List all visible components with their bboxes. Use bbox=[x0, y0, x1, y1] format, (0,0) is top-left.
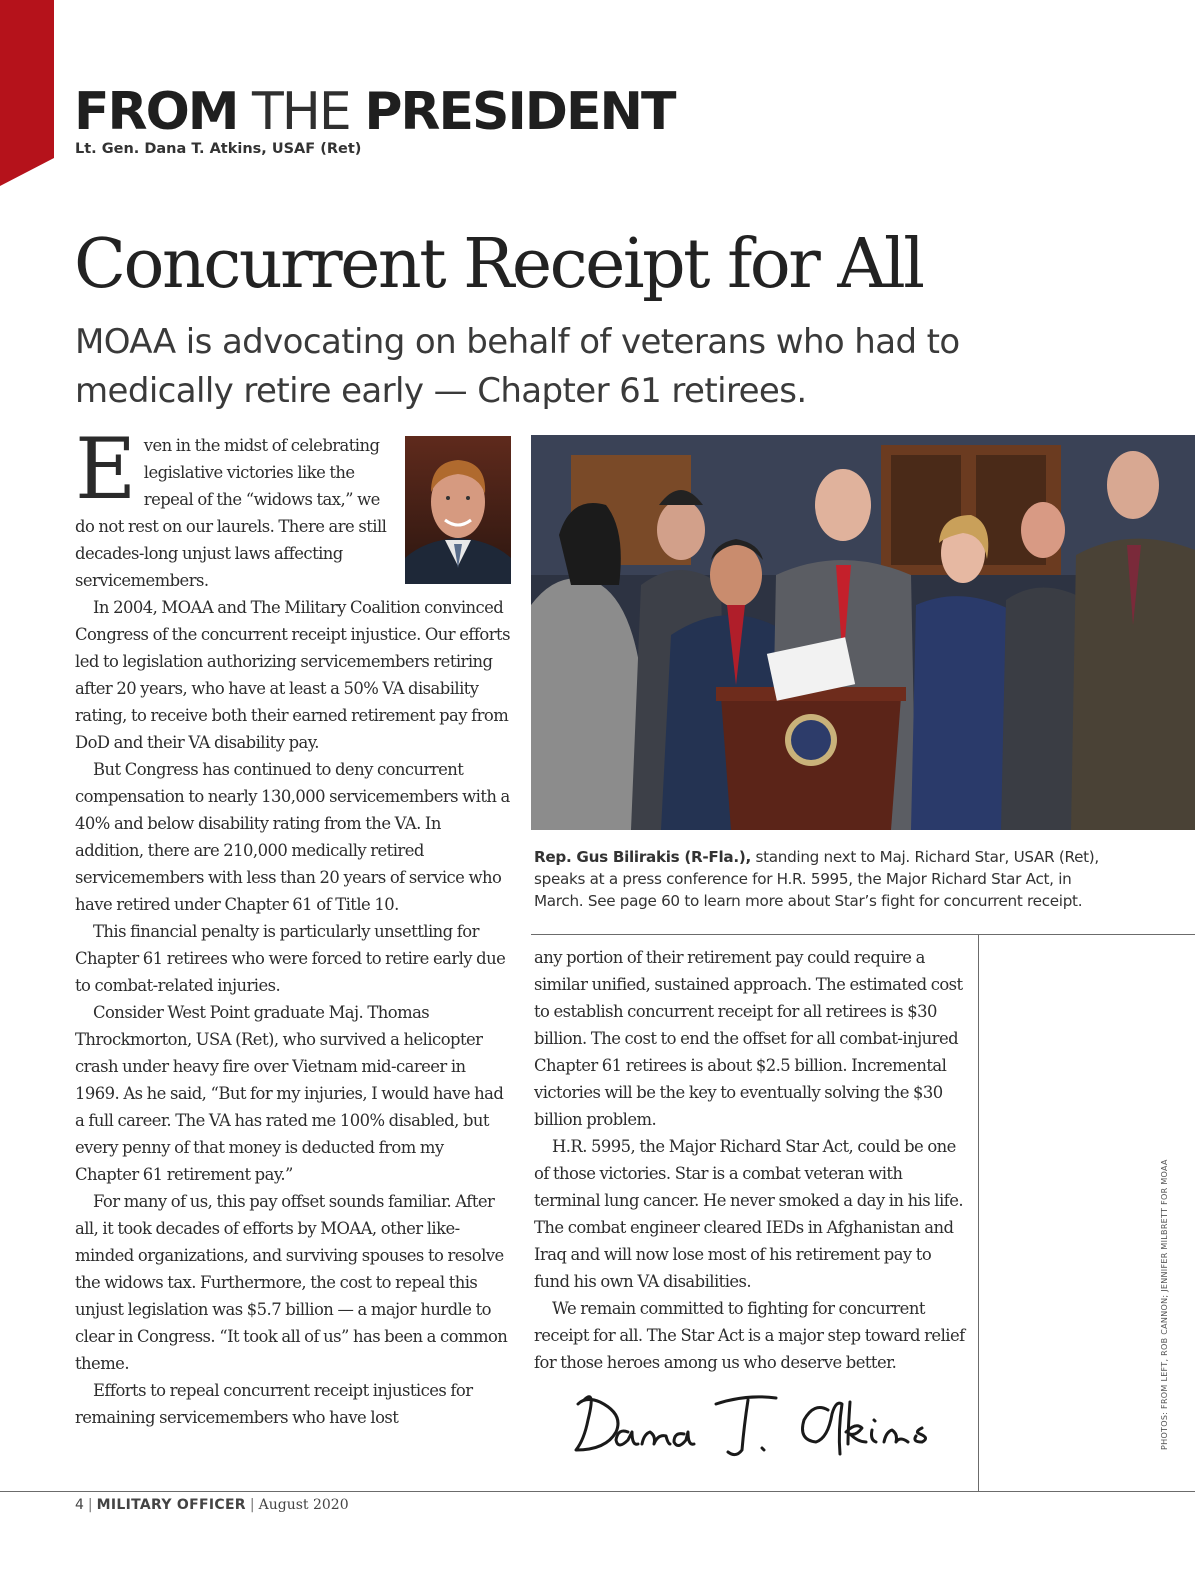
article-title: Concurrent Receipt for All bbox=[74, 225, 923, 304]
press-conference-photo bbox=[531, 435, 1195, 830]
signature bbox=[566, 1380, 966, 1466]
article-column-right bbox=[534, 944, 970, 1376]
article-deck: MOAA is advocating on behalf of veterans who had to medically retire early — Chapter 61 retirees. bbox=[75, 322, 960, 411]
section-word-president: PRESIDENT bbox=[364, 82, 675, 142]
caption-text: standing next to Maj. Richard Star, USAR (Ret), speaks at a press conference for H.R. 5995, the Major Richard Star Act, in March. See page 60 to learn more about Star’s fight for concurrent receipt. bbox=[534, 848, 1099, 910]
caption-bold: Rep. Gus Bilirakis (R-Fla.), bbox=[534, 848, 751, 866]
section-word-from: FROM bbox=[74, 82, 238, 142]
paragraph-8: any portion of their retirement pay could require a similar unified, sustained approach. The estimated cost to establish concurrent receipt for all retirees is $30 billion. The cost to end the offset for all combat-injured Chapter 61 retirees is about $2.5 billion. Incremental victories will be the key to eventually solving the $30 billion problem. bbox=[534, 948, 963, 1129]
paragraph-5: Consider West Point graduate Maj. Thomas Throckmorton, USA (Ret), who survived a helicopter crash under heavy fire over Vietnam mid-career in 1969. As he said, “But for my injuries, I would have had a full career. The VA has rated me 100% disabled, but every penny of that money is deducted from my Chapter 61 retirement pay.” bbox=[75, 1003, 504, 1184]
paragraph-1-text: ven in the midst of celebrating legislative victories like the repeal of the “widows tax,” we do not rest on our laurels. There are still decades-long unjust laws affecting servicemembers. bbox=[75, 436, 387, 590]
footer-separator: | bbox=[249, 1497, 255, 1513]
column-divider bbox=[978, 935, 979, 1491]
author-byline: Lt. Gen. Dana T. Atkins, USAF (Ret) bbox=[75, 141, 362, 157]
section-word-the: THE bbox=[252, 82, 350, 142]
paragraph-3: But Congress has continued to deny concurrent compensation to nearly 130,000 servicemembers with a 40% and below disability rating from the VA. In addition, there are 210,000 medically retired servicemembers with less than 20 years of service who have retired under Chapter 61 of Title 10. bbox=[75, 760, 510, 914]
section-header bbox=[74, 82, 674, 142]
article-column-left bbox=[75, 420, 511, 1431]
caption-divider bbox=[531, 934, 1195, 935]
footer-rule bbox=[0, 1491, 1195, 1492]
red-corner-accent bbox=[0, 0, 54, 186]
photo-credit: PHOTOS: FROM LEFT, ROB CANNON; JENNIFER MILBRETT FOR MOAA bbox=[1160, 1159, 1169, 1450]
author-portrait bbox=[405, 436, 511, 584]
paragraph-7: Efforts to repeal concurrent receipt injustices for remaining servicemembers who have lost bbox=[75, 1381, 473, 1427]
footer-separator: | bbox=[87, 1497, 93, 1513]
paragraph-9: H.R. 5995, the Major Richard Star Act, could be one of those victories. Star is a combat veteran with terminal lung cancer. He never smoked a day in his life. The combat engineer cleared IEDs in Afghanistan and Iraq and will now lose most of his retirement pay to fund his own VA disabilities. bbox=[534, 1137, 964, 1291]
issue-date: August 2020 bbox=[258, 1497, 349, 1513]
page-footer bbox=[75, 1497, 349, 1513]
paragraph-2: In 2004, MOAA and The Military Coalition convinced Congress of the concurrent receipt injustice. Our efforts led to legislation authorizing servicemembers retiring after 20 years, who have at least a 50% VA disability rating, to receive both their earned retirement pay from DoD and their VA disability pay. bbox=[75, 598, 510, 752]
magazine-name: MILITARY OFFICER bbox=[96, 1497, 246, 1513]
paragraph-10: We remain committed to fighting for concurrent receipt for all. The Star Act is a major step toward relief for those heroes among us who deserve better. bbox=[534, 1299, 965, 1372]
signature-text: Dana T. Atkins bbox=[566, 1465, 574, 1466]
paragraph-4: This financial penalty is particularly unsettling for Chapter 61 retirees who were forced to retire early due to combat-related injuries. bbox=[75, 922, 506, 995]
photo-caption bbox=[534, 846, 1124, 912]
page-number: 4 bbox=[75, 1497, 84, 1513]
paragraph-6: For many of us, this pay offset sounds familiar. After all, it took decades of efforts by MOAA, other like-minded organizations, and surviving spouses to resolve the widows tax. Furthermore, the cost to repeal this unjust legislation was $5.7 billion — a major hurdle to clear in Congress. “It took all of us” has been a common theme. bbox=[75, 1192, 508, 1373]
drop-cap: E bbox=[75, 420, 136, 518]
